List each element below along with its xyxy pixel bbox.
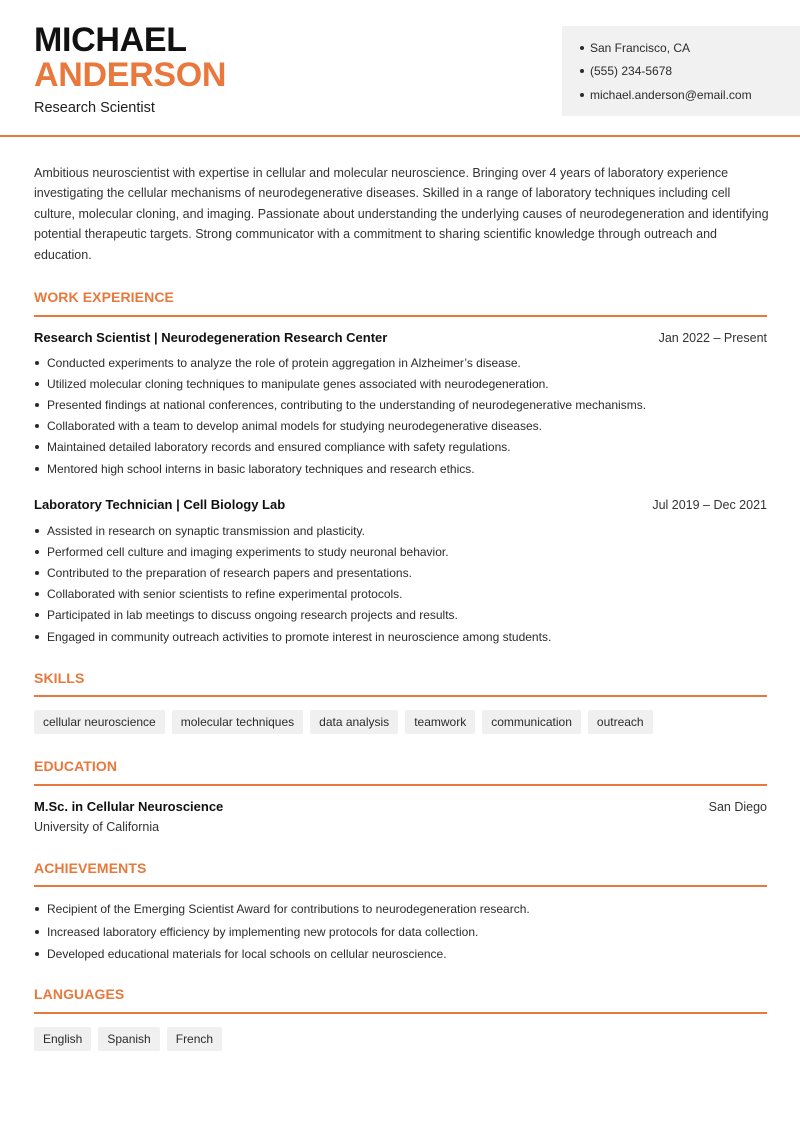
skill-tag: data analysis bbox=[310, 710, 398, 734]
first-name: MICHAEL bbox=[34, 21, 187, 59]
section-divider bbox=[34, 315, 767, 317]
list-item: Contributed to the preparation of research papers and presentations. bbox=[34, 562, 767, 583]
section-title-achievements: ACHIEVEMENTS bbox=[34, 860, 147, 876]
bullet-icon bbox=[35, 382, 39, 386]
education-location: San Diego bbox=[708, 800, 767, 814]
section-title-education: EDUCATION bbox=[34, 758, 118, 774]
location-text: San Francisco, CA bbox=[590, 40, 691, 55]
job-title: Research Scientist bbox=[34, 100, 155, 116]
school: University of California bbox=[34, 820, 160, 834]
list-item: Utilized molecular cloning techniques to manipulate genes associated with neurodegeneration. bbox=[34, 373, 767, 394]
bullet-icon bbox=[35, 403, 39, 407]
contact-email bbox=[580, 83, 800, 107]
bullet-icon bbox=[35, 635, 39, 639]
bullet-icon bbox=[35, 361, 39, 365]
job-header bbox=[34, 497, 767, 512]
resume-header bbox=[0, 0, 800, 137]
phone-text: (555) 234-5678 bbox=[590, 64, 673, 79]
job-dates: Jul 2019 – Dec 2021 bbox=[652, 498, 767, 512]
bullet-icon bbox=[35, 930, 39, 934]
bullet-icon bbox=[35, 467, 39, 471]
list-item: Engaged in community outreach activities to promote interest in neuroscience among students. bbox=[34, 626, 767, 647]
candidate-name bbox=[34, 23, 226, 93]
language-tag: English bbox=[34, 1027, 91, 1051]
list-item: Conducted experiments to analyze the role of protein aggregation in Alzheimer’s disease. bbox=[34, 352, 767, 373]
contact-location bbox=[580, 36, 800, 60]
list-item: Assisted in research on synaptic transmission and plasticity. bbox=[34, 520, 767, 541]
section-title-skills: SKILLS bbox=[34, 670, 85, 686]
email-text: michael.anderson@email.com bbox=[590, 87, 752, 102]
job-role: Research Scientist | Neurodegeneration Research Center bbox=[34, 330, 388, 345]
bullet-icon bbox=[35, 529, 39, 533]
bullet-icon bbox=[35, 592, 39, 596]
list-item: Presented findings at national conferences, contributing to the understanding of neurodegenerative mechanisms. bbox=[34, 394, 767, 415]
list-item: Increased laboratory efficiency by implementing new protocols for data collection. bbox=[34, 921, 767, 944]
bullet-icon bbox=[35, 907, 39, 911]
skills-list bbox=[34, 710, 653, 734]
bullet-icon bbox=[35, 571, 39, 575]
bullet-icon bbox=[35, 424, 39, 428]
bullet-icon bbox=[580, 46, 584, 50]
list-item: Collaborated with a team to develop animal models for studying neurodegenerative diseases. bbox=[34, 416, 767, 437]
last-name: ANDERSON bbox=[34, 56, 227, 94]
bullet-icon bbox=[580, 69, 584, 73]
achievements-list bbox=[34, 898, 767, 966]
skill-tag: cellular neuroscience bbox=[34, 710, 165, 734]
contact-box bbox=[562, 26, 800, 116]
skill-tag: outreach bbox=[588, 710, 653, 734]
bullet-icon bbox=[35, 613, 39, 617]
bullet-icon bbox=[35, 550, 39, 554]
skill-tag: molecular techniques bbox=[172, 710, 303, 734]
list-item: Performed cell culture and imaging experiments to study neuronal behavior. bbox=[34, 541, 767, 562]
job-header bbox=[34, 330, 767, 345]
language-tag: Spanish bbox=[98, 1027, 159, 1051]
summary-paragraph: Ambitious neuroscientist with expertise in cellular and molecular neuroscience. Bringing over 4 years of laboratory experience investigating the cellular mechanisms of neurodegenerative diseases. Skilled in a range of laboratory techniques including cell culture, molecular cloning, and imaging. Passionate about understanding the underlying causes of neurodegeneration and identifying potential therapeutic targets. Strong communicator with a commitment to sharing scientific knowledge through outreach and education. bbox=[34, 166, 769, 262]
bullet-icon bbox=[580, 93, 584, 97]
job-role: Laboratory Technician | Cell Biology Lab bbox=[34, 497, 286, 512]
contact-phone bbox=[580, 60, 800, 84]
job-dates: Jan 2022 – Present bbox=[658, 331, 767, 345]
list-item: Collaborated with senior scientists to refine experimental protocols. bbox=[34, 584, 767, 605]
bullet-icon bbox=[35, 952, 39, 956]
list-item: Mentored high school interns in basic laboratory techniques and research ethics. bbox=[34, 458, 767, 479]
bullet-icon bbox=[35, 445, 39, 449]
education-header bbox=[34, 799, 767, 814]
skill-tag: communication bbox=[482, 710, 581, 734]
job-bullets bbox=[34, 352, 767, 479]
section-divider bbox=[34, 885, 767, 887]
skill-tag: teamwork bbox=[405, 710, 475, 734]
job-bullets bbox=[34, 520, 767, 647]
list-item: Developed educational materials for local schools on cellular neuroscience. bbox=[34, 943, 767, 966]
language-tag: French bbox=[167, 1027, 222, 1051]
list-item: Participated in lab meetings to discuss ongoing research projects and results. bbox=[34, 605, 767, 626]
languages-list bbox=[34, 1027, 222, 1051]
section-divider bbox=[34, 784, 767, 786]
section-title-work: WORK EXPERIENCE bbox=[34, 289, 174, 305]
section-divider bbox=[34, 695, 767, 697]
section-title-languages: LANGUAGES bbox=[34, 986, 125, 1002]
list-item: Recipient of the Emerging Scientist Award for contributions to neurodegeneration research. bbox=[34, 898, 767, 921]
degree: M.Sc. in Cellular Neuroscience bbox=[34, 799, 224, 814]
section-divider bbox=[34, 1012, 767, 1014]
list-item: Maintained detailed laboratory records and ensured compliance with safety regulations. bbox=[34, 437, 767, 458]
